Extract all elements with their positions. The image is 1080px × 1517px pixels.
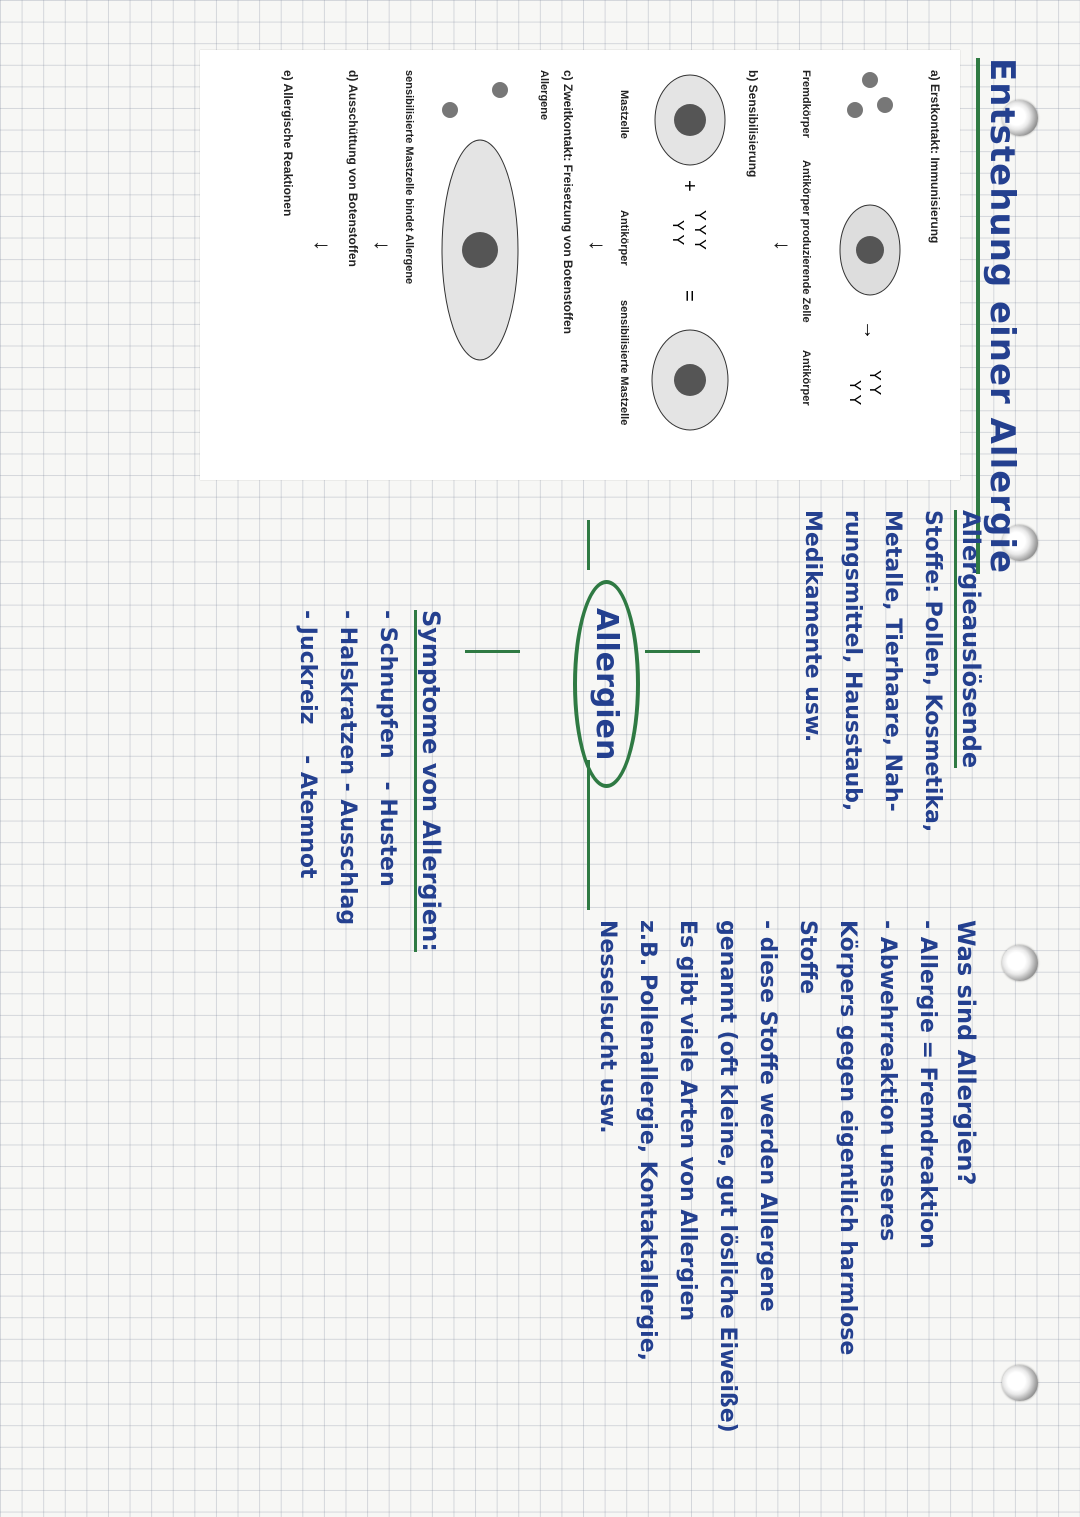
triggers-line: Stoffe: Pollen, Kosmetika, bbox=[920, 510, 945, 833]
what-line: - diese Stoffe werden Allergene bbox=[755, 920, 780, 1312]
what-line: Körpers gegen eigentlich harmlose bbox=[835, 920, 860, 1356]
triggers-line: Metalle, Tierhaare, Nah- bbox=[880, 510, 905, 812]
step-b-illustration bbox=[635, 50, 745, 480]
step-a-label: a) Erstkontakt: Immunisierung bbox=[928, 70, 942, 244]
label-allergene: Allergene bbox=[538, 70, 550, 121]
what-line: - Allergie = Fremdreaktion bbox=[915, 920, 940, 1249]
step-d-label: d) Ausschüttung von Botenstoffen bbox=[346, 70, 360, 267]
step-a-illustration bbox=[820, 50, 930, 480]
arrow-down-icon: ↓ bbox=[370, 240, 395, 251]
step-e-label: e) Allergische Reaktionen bbox=[281, 70, 295, 217]
arrow-down-icon: ↓ bbox=[770, 240, 795, 251]
page-title: Entstehung einer Allergie bbox=[976, 58, 1022, 574]
symptoms-line: - Schnupfen - Husten bbox=[375, 610, 400, 887]
what-line: genannt (oft kleine, gut lösliche Eiweiße) bbox=[715, 920, 740, 1433]
triggers-line: rungsmittel, Hausstaub, bbox=[840, 510, 865, 812]
step-c-label: c) Zweitkontakt: Freisetzung von Botenstoffen bbox=[561, 70, 575, 335]
label-sensibilisierte-mastzelle: sensibilisierte Mastzelle bbox=[618, 300, 630, 426]
triggers-line: Medikamente usw. bbox=[800, 510, 825, 743]
label-antikoerper: Antikörper bbox=[800, 350, 812, 406]
what-line: - Abwehrreaktion unseres bbox=[875, 920, 900, 1242]
svg-text:=: = bbox=[678, 290, 700, 302]
svg-text:Y Y: Y Y bbox=[669, 220, 686, 246]
connector-line bbox=[645, 650, 700, 653]
triggers-title: Allergieauslösende bbox=[954, 510, 985, 768]
connector-line bbox=[465, 650, 520, 653]
symptoms-line: - Juckreiz - Atemnot bbox=[295, 610, 320, 879]
what-line: Stoffe bbox=[795, 920, 820, 995]
what-line: Es gibt viele Arten von Allergien bbox=[675, 920, 700, 1322]
allergien-center-bubble: Allergien bbox=[573, 580, 640, 788]
svg-text:Y Y: Y Y bbox=[846, 380, 863, 406]
svg-text:+: + bbox=[678, 180, 700, 192]
what-line: Nesselsucht usw. bbox=[595, 920, 620, 1134]
label-mastzelle: Mastzelle bbox=[618, 90, 630, 139]
label-bindet-allergene: sensibilisierte Mastzelle bindet Allergene bbox=[403, 70, 415, 285]
what-line: z.B. Pollenallergie, Kontaktallergie, bbox=[635, 920, 660, 1361]
connector-line bbox=[587, 760, 590, 910]
svg-text:→: → bbox=[859, 320, 881, 340]
label-antikoerper-zelle: Antikörper produzierende Zelle bbox=[800, 160, 812, 323]
allergy-diagram bbox=[200, 50, 960, 480]
label-fremdkoerper: Fremdkörper bbox=[800, 70, 812, 138]
arrow-down-icon: ↓ bbox=[310, 240, 335, 251]
step-b-label: b) Sensibilisierung bbox=[746, 70, 760, 178]
what-title: Was sind Allergien? bbox=[952, 920, 980, 1186]
arrow-down-icon: ↓ bbox=[585, 240, 610, 251]
symptoms-line: - Halskratzen - Ausschlag bbox=[335, 610, 360, 926]
symptoms-title: Symptome von Allergien: bbox=[414, 610, 445, 952]
step-c-illustration bbox=[420, 50, 540, 480]
connector-line bbox=[587, 520, 590, 570]
svg-text:Y Y Y: Y Y Y bbox=[691, 210, 708, 250]
svg-text:Y Y: Y Y bbox=[866, 370, 883, 396]
label-antikoerper-b: Antikörper bbox=[618, 210, 630, 266]
